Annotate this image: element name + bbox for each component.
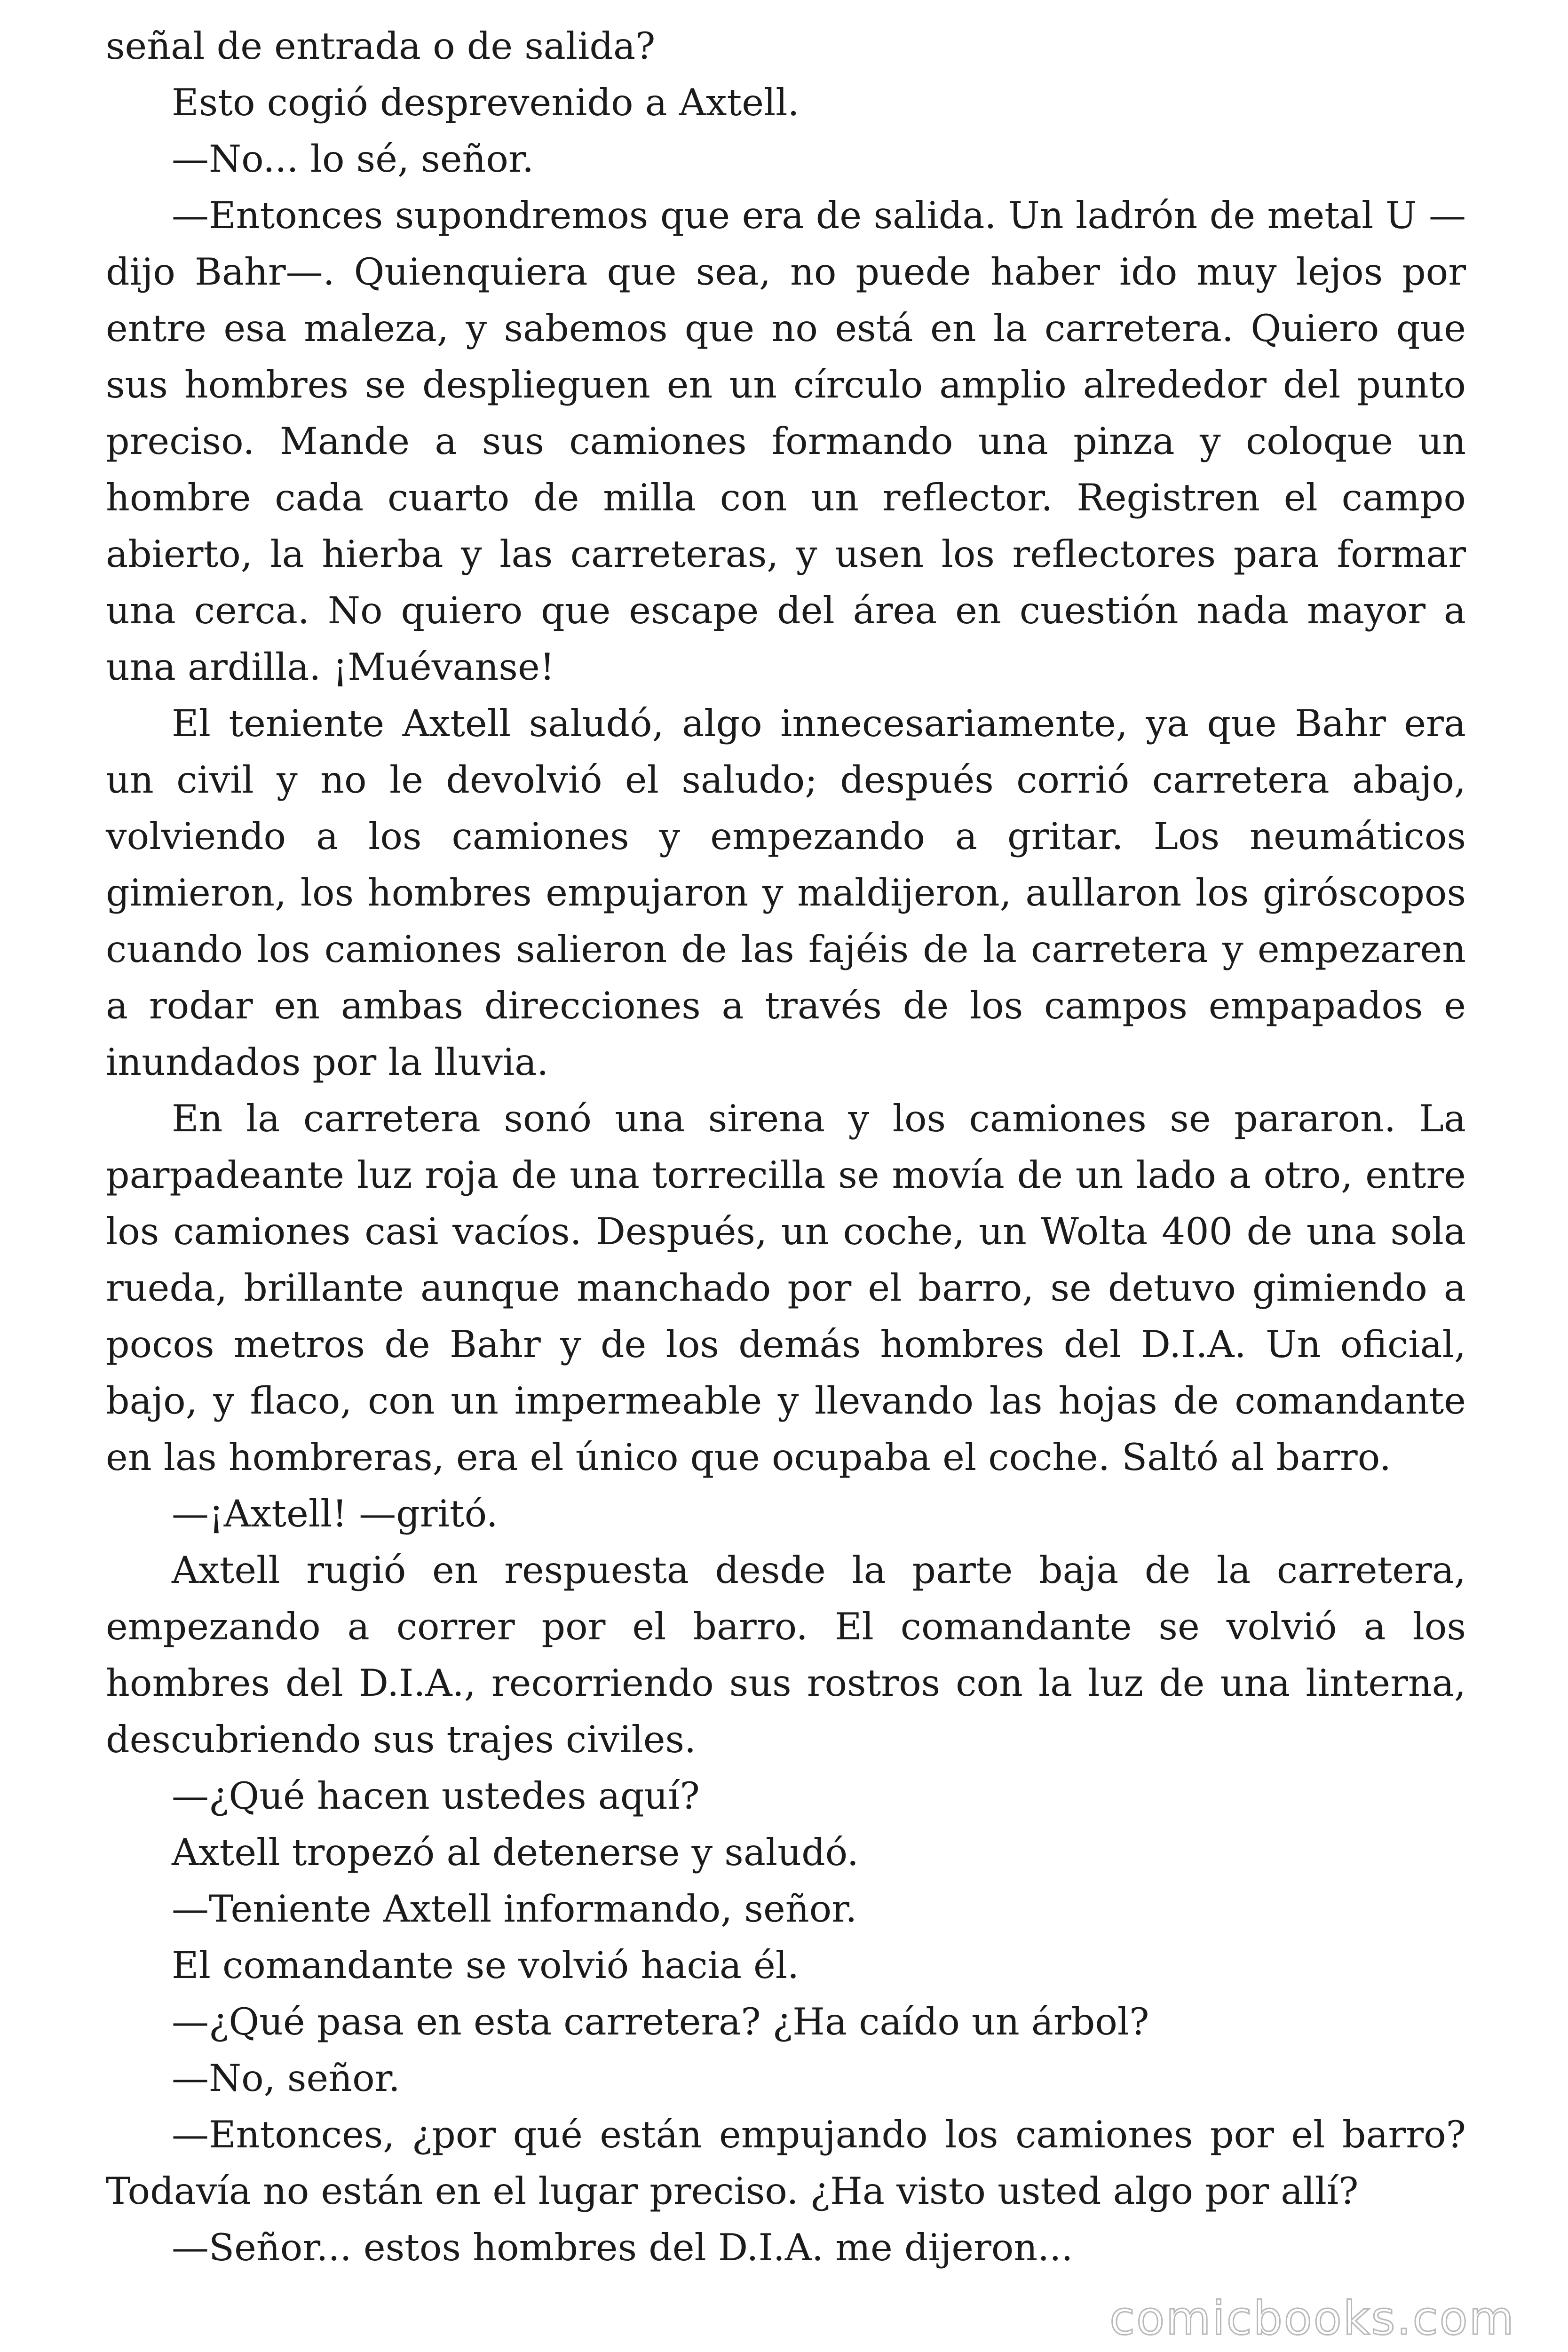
paragraph-16: —Señor... estos hombres del D.I.A. me dijeron... (172, 2226, 1073, 2269)
paragraph-3: —No... lo sé, señor. (172, 137, 534, 181)
paragraph-10: Axtell tropezó al detenerse y saludó. (172, 1831, 859, 1874)
paragraph-5: El teniente Axtell saludó, algo innecesariamente, ya que Bahr era un civil y no le devolvió el saludo; después corrió carretera abajo, volviendo a los camiones y empezando a gritar. Los neumáticos gimieron, los hombres empujaron y maldijeron, aullaron los giróscopos cuando los camiones salieron de las fajéis de la carretera y empezaren a rodar en ambas direcciones a través de los campos empapados e inundados por la lluvia. (106, 702, 1466, 1084)
paragraph-14: —No, señor. (172, 2057, 400, 2100)
paragraph-4: —Entonces supondremos que era de salida. Un ladrón de metal U —dijo Bahr—. Quienquiera que sea, no puede haber ido muy lejos por entre esa maleza, y sabemos que no está en la carretera. Quiero que sus hombres se desplieguen en un círculo amplio alrededor del punto preciso. Mande a sus camiones formando una pinza y coloque un hombre cada cuarto de milla con un reflector. Registren el campo abierto, la hierba y las carreteras, y usen los reflectores para formar una cerca. No quiero que escape del área en cuestión nada mayor a una ardilla. ¡Muévanse! (106, 194, 1466, 689)
paragraph-9: —¿Qué hacen ustedes aquí? (172, 1774, 700, 1818)
paragraph-11: —Teniente Axtell informando, señor. (172, 1887, 857, 1931)
paragraph-7: —¡Axtell! —gritó. (172, 1492, 498, 1535)
paragraph-8: Axtell rugió en respuesta desde la parte baja de la carretera, empezando a correr por el barro. El comandante se volvió a los hombres del D.I.A., recorriendo sus rostros con la luz de una linterna, descubriendo sus trajes civiles. (106, 1549, 1466, 1761)
paragraph-15: —Entonces, ¿por qué están empujando los camiones por el barro? Todavía no están en el lugar preciso. ¿Ha visto usted algo por allí? (106, 2113, 1466, 2213)
paragraph-1: señal de entrada o de salida? (106, 24, 656, 68)
page-body (106, 18, 1466, 2276)
paragraph-13: —¿Qué pasa en esta carretera? ¿Ha caído un árbol? (172, 2000, 1149, 2043)
paragraph-12: El comandante se volvió hacia él. (172, 1944, 800, 1987)
watermark: comicbooks.com (1109, 2292, 1515, 2345)
paragraph-2: Esto cogió desprevenido a Axtell. (172, 81, 800, 124)
paragraph-6: En la carretera sonó una sirena y los camiones se pararon. La parpadeante luz roja de una torrecilla se movía de un lado a otro, entre los camiones casi vacíos. Después, un coche, un Wolta 400 de una sola rueda, brillante aunque manchado por el barro, se detuvo gimiendo a pocos metros de Bahr y de los demás hombres del D.I.A. Un oficial, bajo, y flaco, con un impermeable y llevando las hojas de comandante en las hombreras, era el único que ocupaba el coche. Saltó al barro. (106, 1097, 1466, 1479)
